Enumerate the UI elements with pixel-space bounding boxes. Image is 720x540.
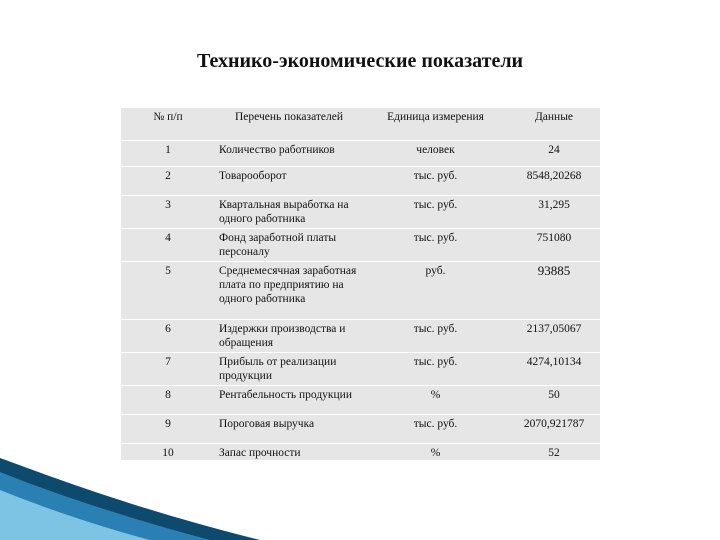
slide-title: Технико-экономические показатели — [196, 50, 524, 72]
row-num: 1 — [121, 140, 215, 166]
table-row — [121, 228, 600, 261]
row-value: 24 — [508, 140, 600, 166]
table-row — [121, 414, 600, 443]
row-num: 4 — [121, 228, 215, 261]
table-row — [121, 166, 600, 195]
row-name: Товарооборот — [215, 166, 363, 195]
row-value: 52 — [508, 443, 600, 462]
row-name: Запас прочности — [215, 443, 363, 462]
row-num: 5 — [121, 261, 215, 319]
table-row — [121, 261, 600, 319]
row-unit: тыс. руб. — [363, 352, 508, 385]
row-unit: человек — [363, 140, 508, 166]
row-unit: % — [363, 385, 508, 414]
row-name: Пороговая выручка — [215, 414, 363, 443]
row-name: Прибыль от реализации продукции — [215, 352, 363, 385]
row-value: 50 — [508, 385, 600, 414]
row-name: Количество работников — [215, 140, 363, 166]
decorative-corner-swoosh — [0, 450, 260, 540]
row-unit: тыс. руб. — [363, 414, 508, 443]
header-num — [121, 108, 215, 140]
table-row — [121, 140, 600, 166]
row-value: 8548,20268 — [508, 166, 600, 195]
row-value: 4274,10134 — [508, 352, 600, 385]
table-row — [121, 352, 600, 385]
header-name: Перечень показателей — [215, 108, 363, 140]
row-name: Квартальная выработка на одного работника — [215, 195, 363, 228]
row-unit: тыс. руб. — [363, 166, 508, 195]
row-name: Рентабельность продукции — [215, 385, 363, 414]
header-unit: Единица измерения — [363, 108, 508, 140]
row-num: 3 — [121, 195, 215, 228]
row-value: 2070,921787 — [508, 414, 600, 443]
row-name: Фонд заработной платы персоналу — [215, 228, 363, 261]
row-value: 2137,05067 — [508, 319, 600, 352]
row-value: 751080 — [508, 228, 600, 261]
row-num: 9 — [121, 414, 215, 443]
indicators-table — [121, 108, 600, 460]
table-row — [121, 195, 600, 228]
row-unit: тыс. руб. — [363, 319, 508, 352]
table-row — [121, 319, 600, 352]
row-num: 8 — [121, 385, 215, 414]
row-num: 2 — [121, 166, 215, 195]
row-unit: тыс. руб. — [363, 195, 508, 228]
row-value: 31,295 — [508, 195, 600, 228]
row-num: 7 — [121, 352, 215, 385]
table-row — [121, 385, 600, 414]
row-name: Среднемесячная заработная плата по предприятию на одного работника — [215, 261, 363, 319]
header-data: Данные — [508, 108, 600, 140]
row-value: 93885 — [508, 261, 600, 319]
header-num-label: № п/п — [153, 111, 183, 123]
row-num: 10 — [121, 443, 215, 462]
row-unit: % — [363, 443, 508, 462]
row-unit: руб. — [363, 261, 508, 319]
row-num: 6 — [121, 319, 215, 352]
row-unit: тыс. руб. — [363, 228, 508, 261]
table-header-row — [121, 108, 600, 140]
row-name: Издержки производства и обращения — [215, 319, 363, 352]
